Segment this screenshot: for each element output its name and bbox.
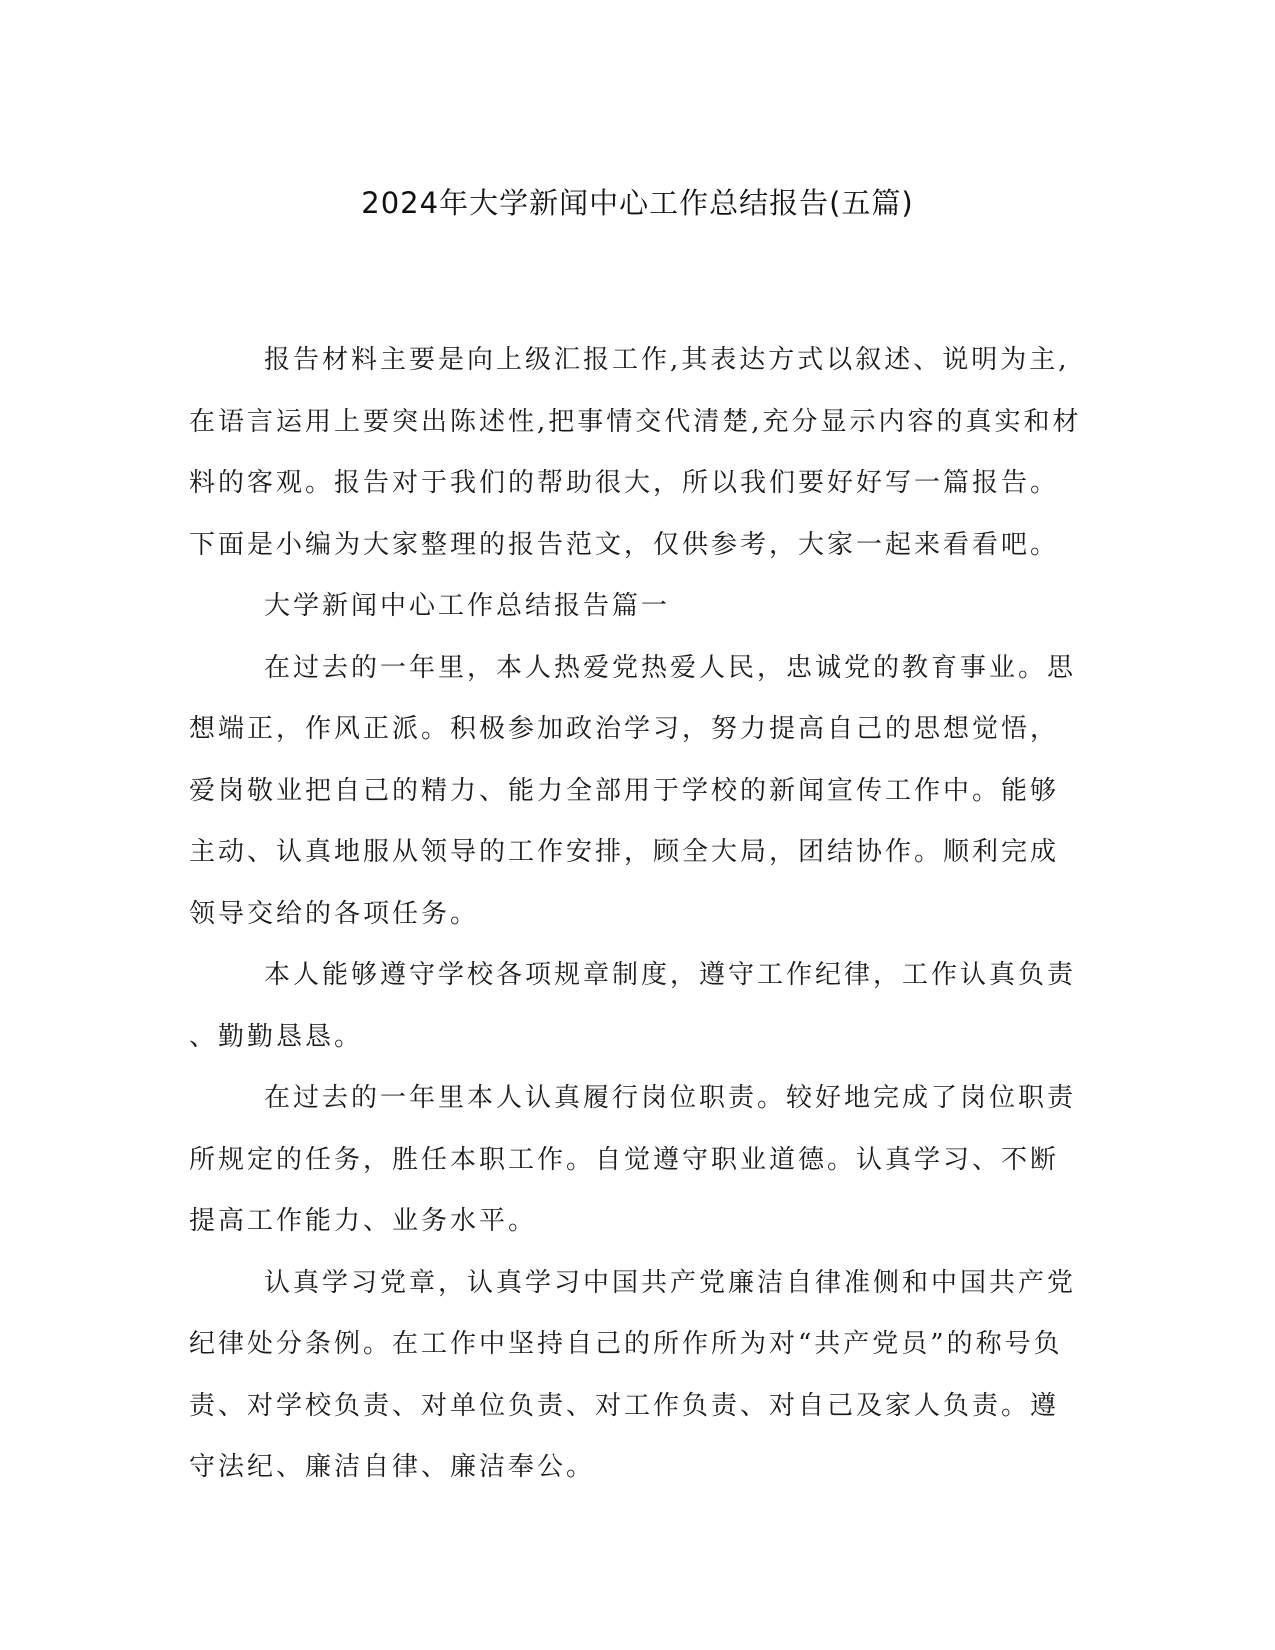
- paragraph-2: [189, 945, 1077, 1068]
- text-line: 认真学习党章，认真学习中国共产党廉洁自律准侧和中国共产党: [264, 1267, 1077, 1298]
- text-line: 料的客观。报告对于我们的帮助很大，所以我们要好好写一篇报告。: [189, 468, 1060, 498]
- text-line: 大学新闻中心工作总结报告篇一: [264, 591, 671, 621]
- paragraph-4: [189, 1253, 1077, 1499]
- paragraph-1: [189, 638, 1077, 946]
- text-line: 在过去的一年里，本人热爱党热爱人民，忠诚党的教育事业。思: [264, 652, 1077, 683]
- text-line: 责、对学校负责、对单位负责、对工作负责、对自己及家人负责。遵: [189, 1390, 1060, 1421]
- text-line: 爱岗敬业把自己的精力、能力全部用于学校的新闻宣传工作中。能够: [189, 775, 1060, 806]
- text-line: 、勤勤恳恳。: [189, 1021, 364, 1052]
- document-body: [189, 330, 1082, 1499]
- text-line: 守法纪、廉洁自律、廉洁奉公。: [189, 1452, 596, 1482]
- text-line: 领导交给的各项任务。: [189, 898, 480, 929]
- text-line: 报告材料主要是向上级汇报工作,其表达方式以叙述、说明为主,: [264, 345, 1070, 375]
- text-line: 下面是小编为大家整理的报告范文，仅供参考，大家一起来看看吧。: [189, 529, 1060, 560]
- text-line: 在过去的一年里本人认真履行岗位职责。较好地完成了岗位职责: [264, 1083, 1077, 1113]
- paragraph-intro: [189, 330, 1082, 576]
- text-line: 提高工作能力、业务水平。: [189, 1206, 538, 1236]
- text-line: 纪律处分条例。在工作中坚持自己的所作所为对“共产党员”的称号负: [189, 1329, 1063, 1359]
- text-line: 想端正，作风正派。积极参加政治学习，努力提高自己的思想觉悟，: [189, 714, 1060, 744]
- text-line: 本人能够遵守学校各项规章制度，遵守工作纪律，工作认真负责: [264, 960, 1077, 990]
- text-line: 主动、认真地服从领导的工作安排，顾全大局，团结协作。顺利完成: [189, 837, 1060, 867]
- section-heading: [189, 576, 1069, 638]
- paragraph-3: [189, 1068, 1077, 1253]
- document-title: 2024年大学新闻中心工作总结报告(五篇): [361, 186, 914, 220]
- text-line: 在语言运用上要突出陈述性,把事情交代清楚,充分显示内容的真实和材: [189, 406, 1082, 437]
- text-line: 所规定的任务，胜任本职工作。自觉遵守职业道德。认真学习、不断: [189, 1144, 1060, 1175]
